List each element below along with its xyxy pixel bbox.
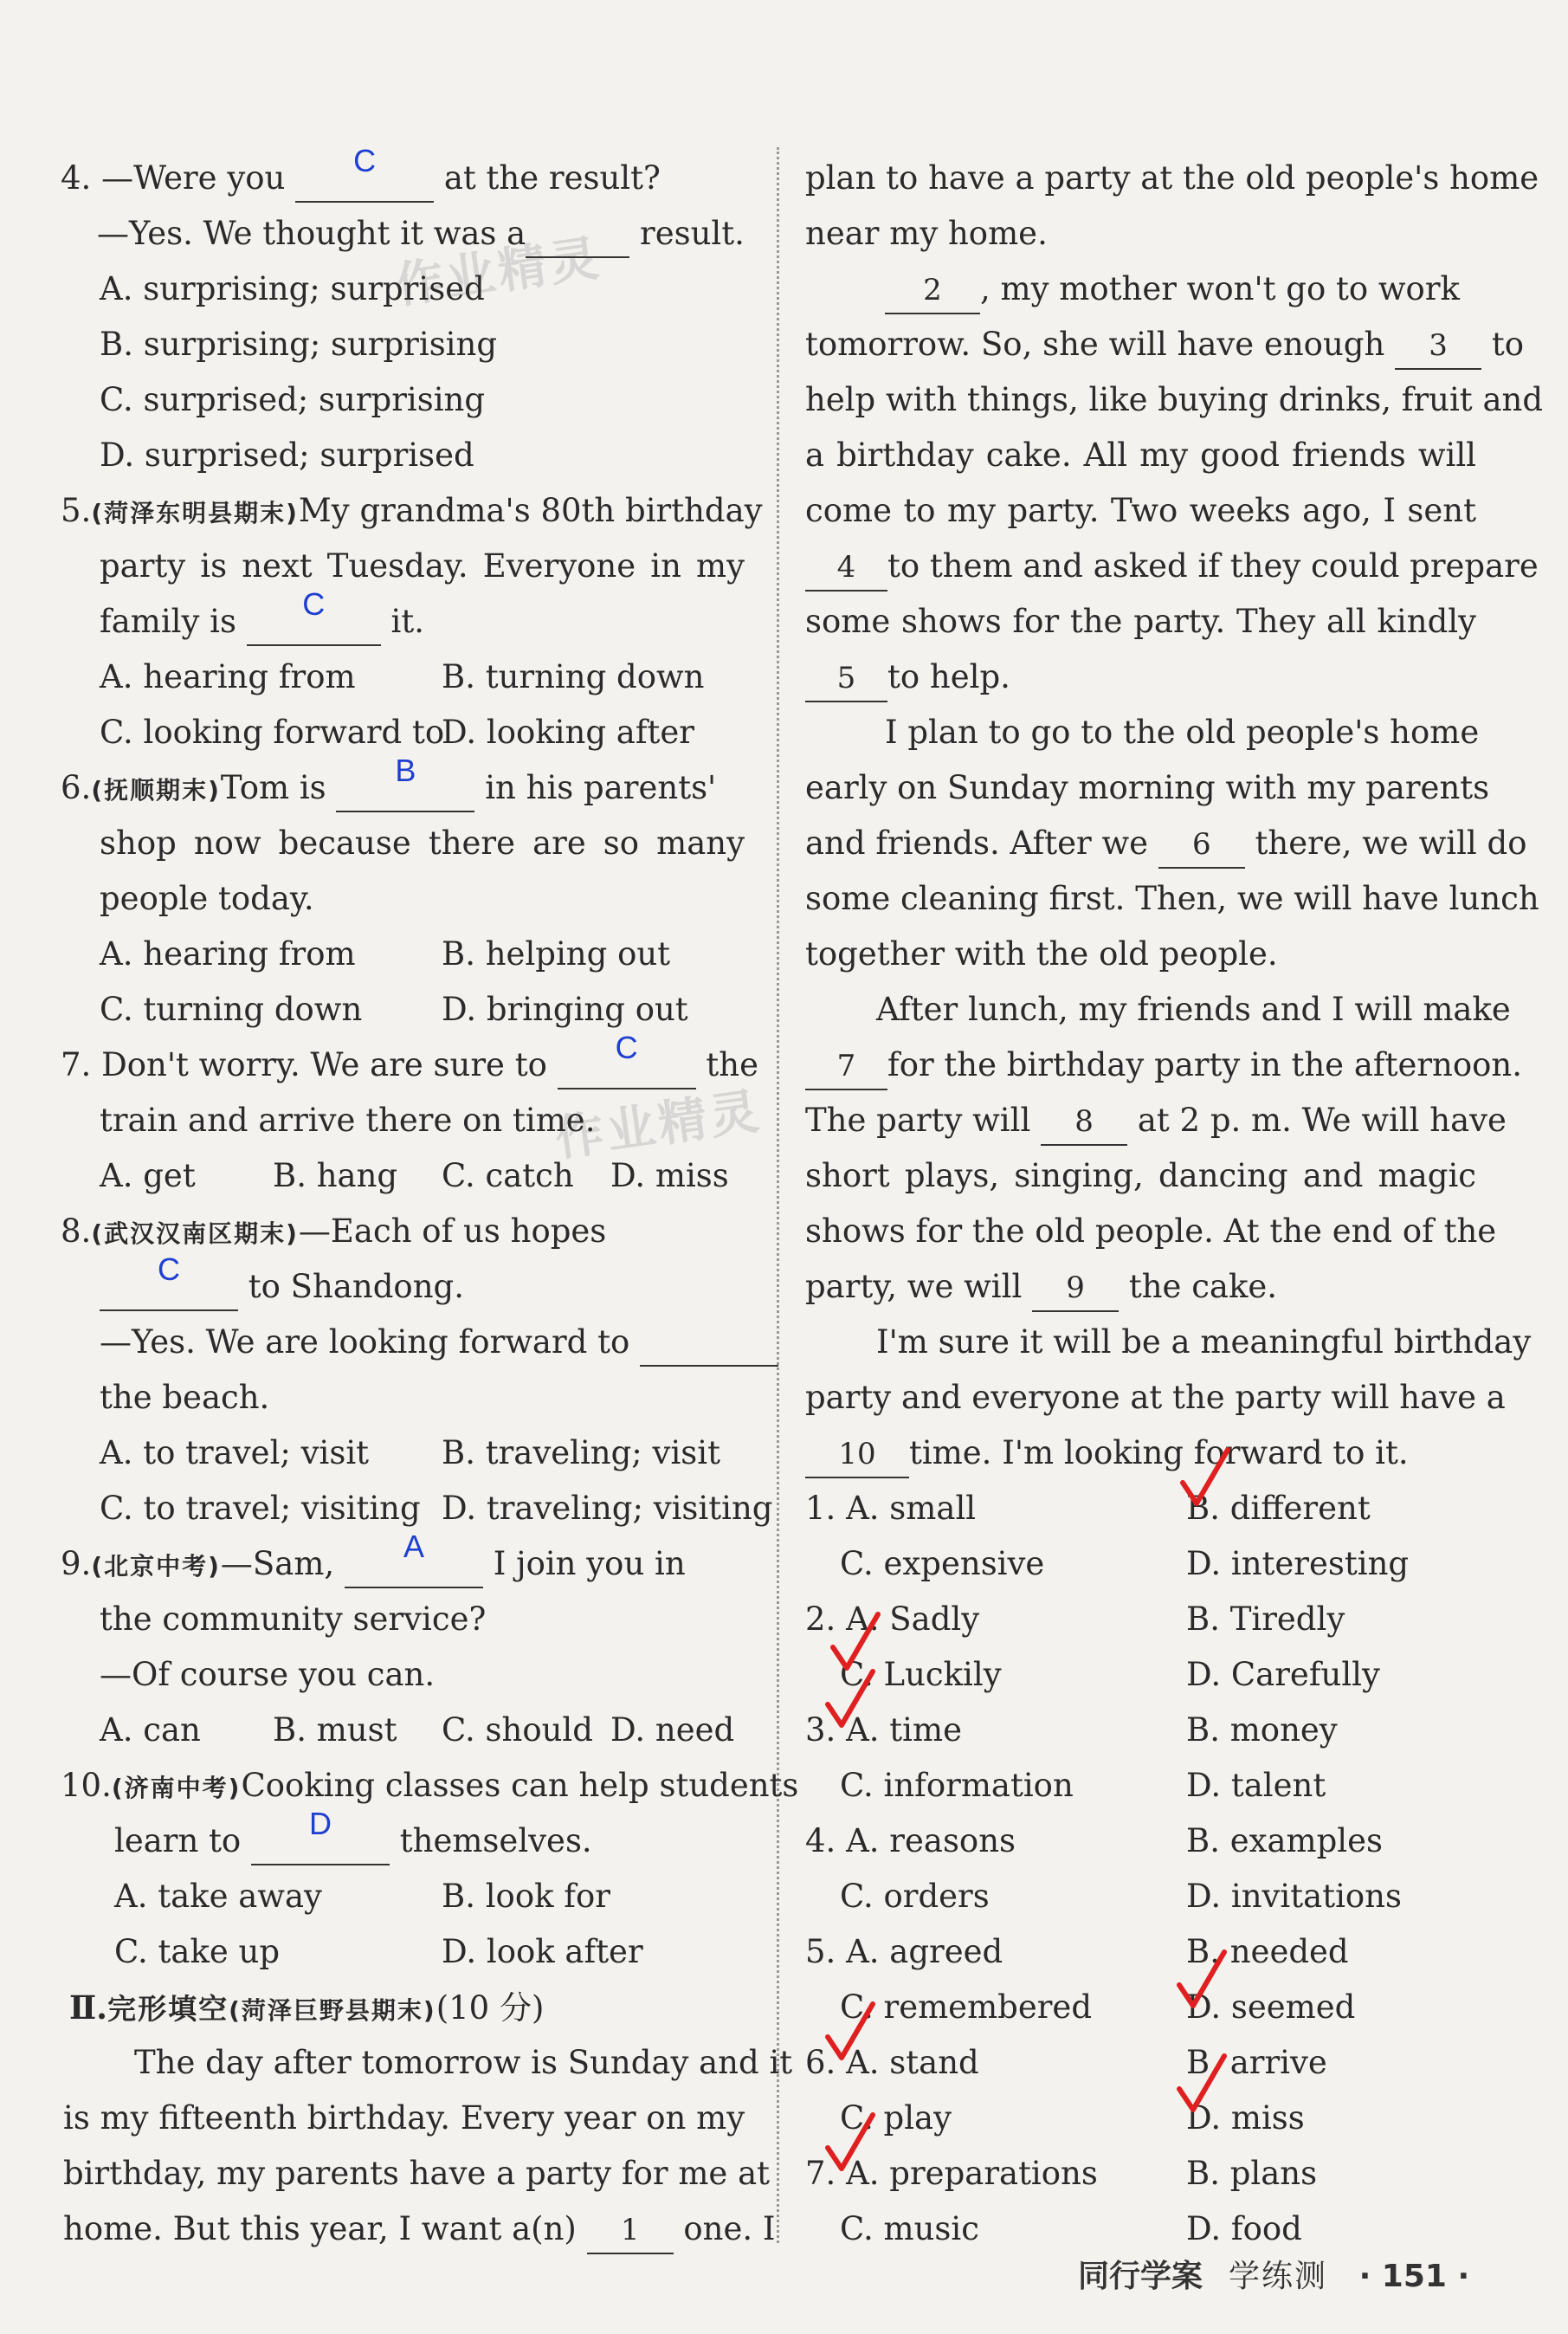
passage-line: some shows for the party. They all kindly <box>805 603 1476 640</box>
q9-stem: the community service? <box>100 1600 487 1638</box>
cloze-blank: 5 <box>805 655 887 702</box>
q5-stem: family is C it. <box>100 599 424 646</box>
cloze-option: D. interesting <box>1186 1545 1410 1582</box>
passage-line: some cleaning first. Then, we will have lunch <box>805 880 1539 917</box>
q5-option: D. looking after <box>442 714 694 751</box>
cloze-option: 4. A. reasons <box>805 1822 1016 1859</box>
passage-line: short plays, singing, dancing and magic <box>805 1157 1476 1194</box>
q7-option: C. catch <box>442 1157 574 1194</box>
cloze-blank: 6 <box>1158 821 1245 869</box>
q9-option: C. should <box>442 1711 593 1749</box>
source-tag: (抚顺期末) <box>91 776 221 805</box>
passage-line: 7 for the birthday party in the afternoon. <box>805 1043 1522 1090</box>
source-tag: (济南中考) <box>111 1774 242 1802</box>
source-tag: (菏泽东明县期末) <box>91 499 299 527</box>
cloze-option: C. information <box>840 1767 1074 1804</box>
footer-series: 学练测 <box>1229 2259 1328 2294</box>
cloze-blank: 3 <box>1395 322 1481 370</box>
passage-line: 4 to them and asked if they could prepare <box>805 544 1539 592</box>
q4-option: B. surprising; surprising <box>100 326 498 363</box>
page-number: · 151 · <box>1358 2259 1470 2294</box>
section-heading: Ⅱ.完形填空(菏泽巨野县期末)(10 分) <box>69 1988 545 2027</box>
cloze-blank: 7 <box>805 1043 887 1090</box>
q4-reply: —Yes. We thought it was a result. <box>97 211 745 258</box>
cloze-option: D. invitations <box>1186 1878 1402 1915</box>
watermark: 作业精灵 <box>391 230 605 315</box>
cloze-option: B. money <box>1186 1711 1338 1749</box>
q9-option: A. can <box>100 1711 201 1749</box>
passage-line: shows for the old people. At the end of the <box>805 1212 1497 1250</box>
check-mark-icon <box>824 1668 876 1737</box>
q5-stem: 5.(菏泽东明县期末)My grandma's 80th birthday <box>61 492 763 529</box>
q8-stem: C to Shandong. <box>100 1264 464 1311</box>
handwritten-answer: A <box>403 1529 424 1564</box>
cloze-blank: 1 <box>587 2207 674 2254</box>
passage-line: plan to have a party at the old people's home <box>805 159 1539 197</box>
passage-line: near my home. <box>805 215 1048 252</box>
passage-line: After lunch, my friends and I will make <box>876 991 1511 1028</box>
q6-option: B. helping out <box>442 935 671 973</box>
handwritten-answer: C <box>158 1251 180 1287</box>
column-divider <box>777 147 779 2243</box>
q7-stem: 7. Don't worry. We are sure to C the <box>61 1043 758 1089</box>
check-mark-icon <box>1176 1949 1228 2018</box>
answer-blank <box>295 143 434 203</box>
q6-stem: 6.(抚顺期末)Tom is B in his parents' <box>61 766 716 813</box>
cloze-blank: 4 <box>805 544 887 592</box>
q5-option: A. hearing from <box>100 658 356 695</box>
cloze-option: B. needed <box>1186 1933 1349 1970</box>
handwritten-answer: C <box>353 143 377 178</box>
check-mark-icon <box>1179 1446 1231 1516</box>
source-tag: (北京中考) <box>91 1552 221 1581</box>
q8-stem: —Yes. We are looking forward to <box>100 1320 778 1367</box>
q9-stem: —Of course you can. <box>100 1656 436 1693</box>
cloze-blank: 9 <box>1032 1264 1119 1312</box>
q4-option: A. surprising; surprised <box>100 270 485 307</box>
q6-option: A. hearing from <box>100 935 356 973</box>
q7-stem: train and arrive there on time. <box>100 1102 596 1139</box>
q7-option: B. hang <box>273 1157 398 1194</box>
passage-line: together with the old people. <box>805 935 1278 973</box>
cloze-option: C. remembered <box>840 1988 1093 2026</box>
cloze-option: D. talent <box>1186 1767 1326 1804</box>
q8-option: A. to travel; visit <box>100 1434 370 1471</box>
handwritten-answer: C <box>615 1030 638 1065</box>
cloze-option: D. food <box>1186 2210 1302 2247</box>
cloze-option: C. orders <box>840 1878 990 1915</box>
q10-option: A. take away <box>114 1878 322 1915</box>
cloze-option: B. arrive <box>1186 2044 1327 2081</box>
q4-option: C. surprised; surprising <box>100 381 486 418</box>
answer-blank <box>100 1251 238 1311</box>
cloze-blank: 10 <box>805 1431 909 1478</box>
cloze-option: C. music <box>840 2210 979 2247</box>
answer-blank <box>247 586 381 646</box>
watermark: 作业精灵 <box>552 1083 765 1168</box>
q4-option: D. surprised; surprised <box>100 436 474 474</box>
passage-line: 5 to help. <box>805 655 1010 702</box>
q8-option: C. to travel; visiting <box>100 1490 421 1527</box>
cloze-option: B. examples <box>1186 1822 1384 1859</box>
cloze-option: 7. A. preparations <box>805 2155 1098 2192</box>
answer-blank <box>345 1529 483 1588</box>
q8-option: B. traveling; visit <box>442 1434 720 1471</box>
cloze-blank: 8 <box>1041 1098 1127 1146</box>
passage-line: a birthday cake. All my good friends will <box>805 436 1476 474</box>
answer-blank <box>251 1806 390 1865</box>
q5-option: B. turning down <box>442 658 705 695</box>
cloze-option: C. play <box>840 2099 952 2137</box>
q6-stem: people today. <box>100 880 314 917</box>
passage-line: The day after tomorrow is Sunday and it <box>134 2044 793 2081</box>
passage-line: and friends. After we 6 there, we will do <box>805 821 1526 869</box>
q7-option: A. get <box>100 1157 196 1194</box>
source-tag: (武汉汉南区期末) <box>91 1219 299 1248</box>
q7-option: D. miss <box>610 1157 729 1194</box>
cloze-option: D. Carefully <box>1186 1656 1380 1693</box>
cloze-option: C. Luckily <box>840 1656 1002 1693</box>
passage-line: party and everyone at the party will have a <box>805 1379 1506 1416</box>
answer-blank <box>526 211 629 258</box>
passage-line: help with things, like buying drinks, fruit and <box>805 381 1544 418</box>
cloze-option: B. plans <box>1186 2155 1318 2192</box>
q6-stem: shop now because there are so many <box>100 824 745 862</box>
q5-option: C. looking forward to <box>100 714 445 751</box>
cloze-option: D. seemed <box>1186 1988 1356 2026</box>
passage-line: 2 , my mother won't go to work <box>885 267 1460 314</box>
passage-line: 10 time. I'm looking forward to it. <box>805 1431 1409 1478</box>
q5-stem: party is next Tuesday. Everyone in my <box>100 547 745 585</box>
q10-stem: 10.(济南中考)Cooking classes can help students <box>61 1767 799 1804</box>
q6-option: C. turning down <box>100 991 363 1028</box>
passage-line: birthday, my parents have a party for me at <box>63 2155 771 2192</box>
cloze-option: B. different <box>1186 1490 1371 1527</box>
q10-option: D. look after <box>442 1933 643 1970</box>
q8-stem: 8.(武汉汉南区期末)—Each of us hopes <box>61 1212 607 1250</box>
q9-option: D. need <box>610 1711 735 1749</box>
cloze-option: D. miss <box>1186 2099 1305 2137</box>
check-mark-icon <box>1176 2053 1228 2122</box>
passage-line: I plan to go to the old people's home <box>885 714 1480 751</box>
handwritten-answer: B <box>395 753 416 788</box>
cloze-option: 2. A. Sadly <box>805 1600 980 1638</box>
handwritten-answer: C <box>302 586 326 622</box>
passage-line: The party will 8 at 2 p. m. We will have <box>805 1098 1507 1146</box>
page-footer <box>1078 2252 1469 2296</box>
cloze-option: C. expensive <box>840 1545 1045 1582</box>
cloze-option: 1. A. small <box>805 1490 977 1527</box>
cloze-option: 5. A. agreed <box>805 1933 1003 1970</box>
answer-blank <box>336 753 474 812</box>
q9-stem: 9.(北京中考)—Sam, A I join you in <box>61 1542 686 1589</box>
cloze-blank: 2 <box>885 267 980 314</box>
cloze-option: 6. A. stand <box>805 2044 979 2081</box>
passage-line: is my fifteenth birthday. Every year on my <box>63 2099 745 2137</box>
q9-option: B. must <box>273 1711 397 1749</box>
handwritten-answer: D <box>308 1806 332 1841</box>
q10-option: C. take up <box>114 1933 281 1970</box>
footer-brand: 同行学案 <box>1078 2259 1203 2294</box>
passage-line: party, we will 9 the cake. <box>805 1264 1277 1312</box>
passage-line: come to my party. Two weeks ago, I sent <box>805 492 1476 529</box>
q8-stem: the beach. <box>100 1379 270 1416</box>
passage-line: tomorrow. So, she will have enough 3 to <box>805 322 1524 370</box>
cloze-option: B. Tiredly <box>1186 1600 1345 1638</box>
passage-line: home. But this year, I want a(n) 1 one. I <box>63 2207 776 2254</box>
answer-blank <box>558 1030 696 1089</box>
q8-option: D. traveling; visiting <box>442 1490 773 1527</box>
check-mark-icon <box>824 2001 876 2070</box>
passage-line: early on Sunday morning with my parents <box>805 769 1490 806</box>
q6-option: D. bringing out <box>442 991 688 1028</box>
passage-line: I'm sure it will be a meaningful birthday <box>876 1323 1532 1361</box>
check-mark-icon <box>824 2111 876 2181</box>
cloze-option: 3. A. time <box>805 1711 962 1749</box>
q10-stem: learn to D themselves. <box>114 1819 592 1865</box>
answer-blank <box>640 1320 778 1367</box>
q10-option: B. look for <box>442 1878 610 1915</box>
q4-stem: 4. —Were you C at the result? <box>61 156 661 203</box>
